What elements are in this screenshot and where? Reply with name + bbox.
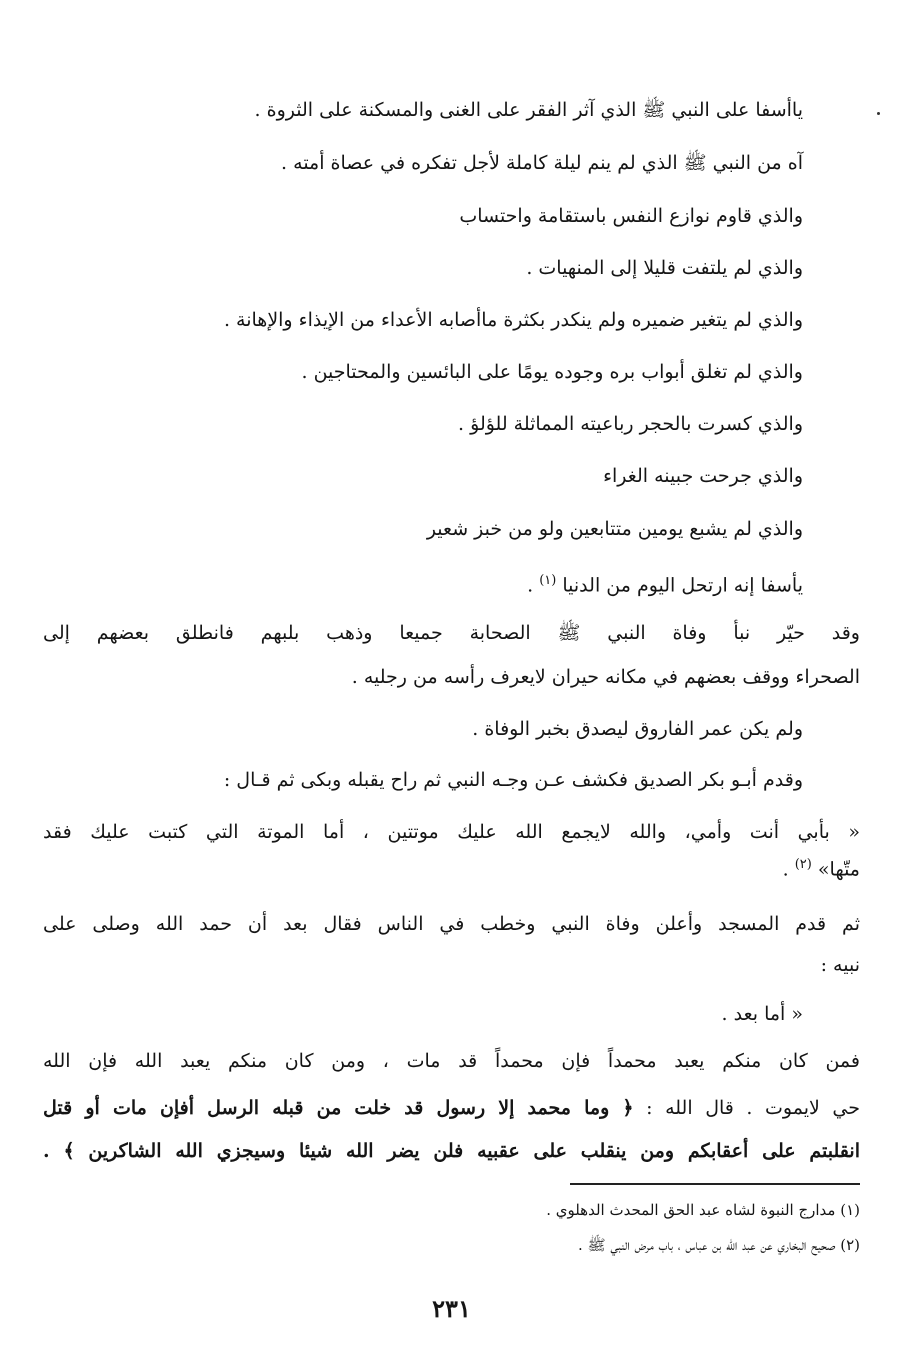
quran-verse: انقلبتم على أعقابكم ومن ينقلب على عقبيه فلن يضر الله شيئا وسيجزي الله الشاكرين ﴾ .: [43, 1140, 860, 1162]
text-line: والذي لم يتغير ضميره ولم ينكدر بكثرة ماأصابه الأعداء من الإيذاء والإهانة .: [223, 309, 803, 331]
text-line: والذي لم تغلق أبواب بره وجوده يومًا على البائسين والمحتاجين .: [301, 361, 803, 383]
text-line-with-note: [783, 851, 860, 883]
text-segment: متّها»: [817, 858, 860, 881]
text-line: فمن كان منكم يعبد محمداً فإن محمداً قد مات ، ومن كان منكم يعبد الله فإن الله: [43, 1050, 860, 1072]
quran-verse: ﴿ وما محمد إلا رسول قد خلت من قبله الرسل أفإن مات أو قتل: [43, 1097, 634, 1119]
text-line: والذي قاوم نوازع النفس باستقامة واحتساب: [459, 205, 803, 227]
text-line: وقد حيّر نبأ وفاة النبي ﷺ الصحابة جميعا وذهب بلبهم فانطلق بعضهم إلى: [43, 622, 860, 644]
text-line: الصحراء ووقف بعضهم في مكانه حيران لايعرف رأسه من رجليه .: [351, 666, 860, 688]
text-segment: .: [527, 574, 534, 597]
text-line: والذي جرحت جبينه الغراء: [603, 465, 803, 487]
text-line: وقدم أبـو بكر الصديق فكشف عـن وجـه النبي ثم راح يقبله وبكى ثم قـال :: [223, 769, 803, 791]
text-line: ولم يكن عمر الفاروق ليصدق بخبر الوفاة .: [472, 718, 803, 740]
text-line: « أما بعد .: [721, 1003, 803, 1025]
footnote-separator: [570, 1183, 860, 1185]
footnote: (٢) صحيح البخاري عن عبد الله بن عباس ، باب مرض النبي ﷺ .: [577, 1236, 860, 1254]
text-line: « بأبي أنت وأمي، والله لايجمع الله عليك موتتين ، أما الموتة التي كتبت عليك فقد: [43, 821, 860, 843]
text-line: نبيه :: [820, 954, 860, 976]
text-line: آه من النبي ﷺ الذي لم ينم ليلة كاملة لأجل تفكره في عصاة أمته .: [281, 152, 803, 174]
text-line: والذي لم يشبع يومين متتابعين ولو من خبز شعير: [426, 518, 803, 540]
margin-dot: [877, 112, 880, 115]
text-line: ثم قدم المسجد وأعلن وفاة النبي وخطب في الناس فقال بعد أن حمد الله وصلى على: [43, 913, 860, 935]
page-number: ٢٣١: [432, 1294, 471, 1323]
text-line-with-verse: [43, 1094, 860, 1122]
text-segment: يأسفا إنه ارتحل اليوم من الدنيا: [562, 574, 803, 597]
text-segment: .: [782, 858, 789, 881]
text-segment: حي لايموت . قال الله :: [646, 1097, 861, 1119]
text-line-with-note: [527, 567, 803, 599]
text-line: ياأسفا على النبي ﷺ الذي آثر الفقر على الغنى والمسكنة على الثروة .: [254, 99, 803, 121]
footnote: (١) مدارج النبوة لشاه عبد الحق المحدث الدهلوي .: [546, 1201, 860, 1219]
footnote-ref: (٢): [794, 857, 812, 872]
footnote-ref: (١): [539, 573, 557, 588]
text-line: والذي لم يلتفت قليلا إلى المنهيات .: [526, 257, 803, 279]
text-line: والذي كسرت بالحجر رباعيته المماثلة للؤلؤ .: [458, 413, 803, 435]
